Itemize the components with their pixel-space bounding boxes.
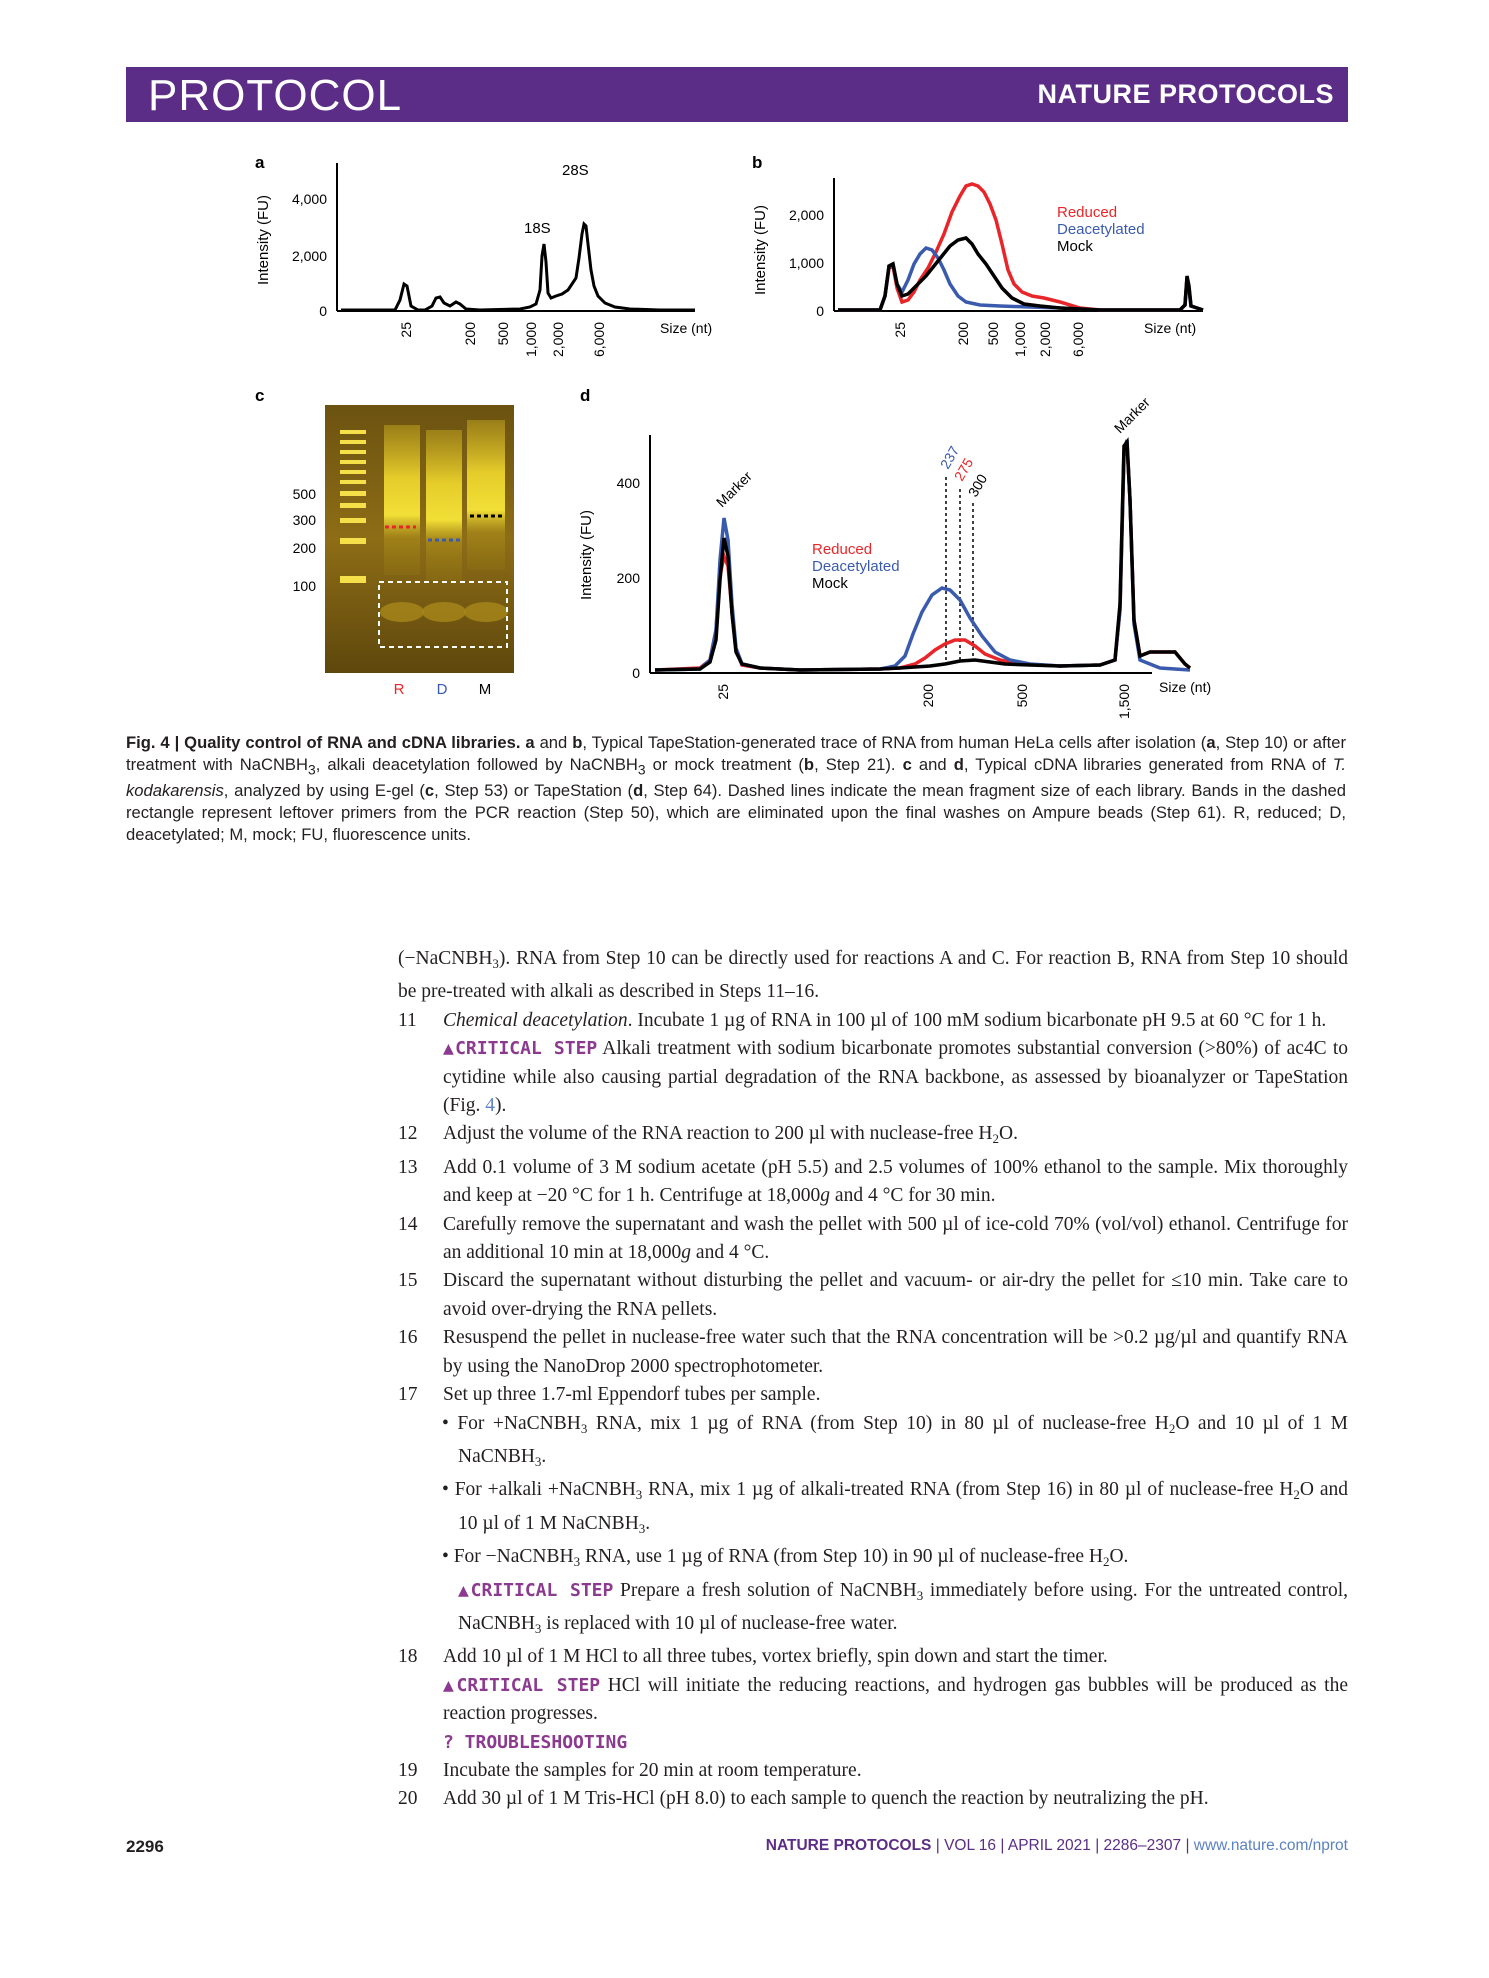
panel-a-letter: a <box>255 153 265 172</box>
section-label: PROTOCOL <box>148 71 403 120</box>
panel-a-xtick: 6,000 <box>591 322 607 358</box>
panel-b-xtick: 6,000 <box>1070 322 1086 358</box>
critical-step-11: ▲CRITICAL STEP Alkali treatment with sodium bicarbonate promotes substantial conversion (>80%) of ac4C to cytidine while also causing partial degradation of the RNA backbone, as assessed by bioanalyzer or TapeStation (Fig. 4). <box>443 1038 1348 1117</box>
panel-b-trace-reduced <box>838 184 1203 310</box>
journal-url-link[interactable]: www.nature.com/nprot <box>1193 1837 1348 1854</box>
bullet-3: • For −NaCNBH$_3$ RNA, use 1 µg of RNA (from Step 10) in 90 µl of nuclease-free $H_2O$. <box>442 1546 1129 1570</box>
caption-text: and <box>911 755 954 774</box>
legend-d-mock: Mock <box>812 575 848 592</box>
caption-ref-d: d <box>633 781 644 801</box>
lane-label-d: D <box>436 681 448 698</box>
caption-label: Fig. 4 | Quality control of RNA and cDNA libraries. <box>126 733 521 752</box>
ladder-300: 300 <box>292 512 316 528</box>
journal-name: NATURE PROTOCOLS <box>1037 79 1334 109</box>
bullet-2: • For +alkali +NaCNBH$_3$ RNA, mix 1 µg of alkali-treated RNA (from Step 16) in 80 µl of nuclease-free $H_2O$ and 10 µl of 1 M NaCNBH$_3$. <box>442 1479 1348 1536</box>
panel-d-xtick: 200 <box>920 684 936 708</box>
step-number: 11 <box>398 1009 417 1031</box>
marker-label-left: Marker <box>712 468 755 511</box>
panel-d-ytick: 0 <box>632 665 640 681</box>
panel-a <box>255 153 712 357</box>
page-number: 2296 <box>126 1837 164 1856</box>
step-number: 18 <box>398 1646 418 1668</box>
caption-text: , Step 10) or after treatment with NaCNBH <box>126 733 1346 774</box>
panel-d-ytick: 400 <box>616 475 640 491</box>
legend-reduced: Reduced <box>1057 204 1118 221</box>
ladder-500: 500 <box>292 486 316 502</box>
step-12: 12 Adjust the volume of the RNA reaction to 200 µl with nuclease-free $H_2O$. <box>398 1120 1348 1153</box>
ladder-100: 100 <box>292 578 316 594</box>
step-number: 13 <box>398 1156 418 1178</box>
panel-a-xtick: 200 <box>462 322 478 346</box>
gel-lane-r <box>384 425 420 575</box>
step-20: 20 Add 30 µl of 1 M Tris-HCl (pH 8.0) to each sample to quench the reaction by neutralizing the pH. <box>398 1785 1348 1813</box>
caption-ref-d: d <box>953 755 964 774</box>
step-19: 19 Incubate the samples for 20 min at room temperature. <box>398 1757 1348 1785</box>
caption-text: , Step 53) or TapeStation ( <box>434 781 634 801</box>
legend-mock: Mock <box>1057 238 1093 255</box>
step-14: 14 Carefully remove the supernatant and wash the pellet with 500 µl of ice-cold 70% (vol/vol) ethanol. Centrifuge for an additional 10 min at 18,000g and 4 °C. <box>398 1211 1348 1268</box>
legend-deacetylated: Deacetylated <box>1057 221 1145 238</box>
ladder-200: 200 <box>292 540 316 556</box>
marker-label-right: Marker <box>1110 394 1153 437</box>
panel-d-xtick: 1,500 <box>1116 684 1132 720</box>
protocol-body <box>398 945 1348 1814</box>
panel-d <box>578 386 1211 719</box>
lane-label-r: R <box>393 681 405 698</box>
panel-b <box>752 153 1203 357</box>
panel-b-ytick: 1,000 <box>788 255 824 271</box>
step-11: 11 Chemical deacetylation. Incubate 1 µg of RNA in 100 µl of 100 mM sodium bicarbonate pH 9.5 at 60 °C for 1 h. <box>398 1007 1348 1035</box>
caption-text: , Typical TapeStation-generated trace of RNA from human HeLa cells after isolation ( <box>582 733 1207 752</box>
caption-ref-a: a <box>1206 733 1216 752</box>
panel-b-xtick: 25 <box>892 322 908 338</box>
panel-a-ytick: 2,000 <box>291 248 327 264</box>
panel-d-letter: d <box>580 386 591 405</box>
caption-text: , Typical cDNA libraries generated from RNA of <box>963 755 1333 774</box>
critical-step-17: ▲CRITICAL STEP Prepare a fresh solution of NaCNBH$_3$ immediately before using. For the untreated control, NaCNBH$_3$ is replaced with 10 µl of nuclease-free water. <box>458 1579 1349 1636</box>
caption-ref-b: b <box>572 733 583 752</box>
step-number: 17 <box>398 1384 418 1406</box>
caption-ref-c: c <box>424 781 435 801</box>
panel-a-xtick: 25 <box>398 322 414 338</box>
panel-a-ytick: 0 <box>319 303 327 319</box>
subscript: 3 <box>637 761 646 778</box>
figure-4 <box>0 0 1489 730</box>
step-17: 17 Set up three 1.7-ml Eppendorf tubes per sample. <box>398 1381 1348 1409</box>
panel-a-xtick: 2,000 <box>550 322 566 358</box>
panel-d-xtick: 25 <box>715 684 731 700</box>
caption-species: T. kodakarensis <box>126 755 1347 801</box>
panel-b-ylabel: Intensity (FU) <box>752 204 769 295</box>
legend-d-deacetylated: Deacetylated <box>812 558 900 575</box>
step-13: 13 Add 0.1 volume of 3 M sodium acetate (pH 5.5) and 2.5 volumes of 100% ethanol to the sample. Mix thoroughly and keep at −20 °C for 1 h. Centrifuge at 18,000g and 4 °C for 30 min. <box>398 1154 1348 1211</box>
panel-b-xtick: 500 <box>985 322 1001 346</box>
legend-d-reduced: Reduced <box>812 541 873 558</box>
size-label-300: 300 <box>964 471 991 500</box>
panel-a-xtick: 1,000 <box>523 322 539 358</box>
footer-citation: NATURE PROTOCOLS | VOL 16 | APRIL 2021 | 2286–2307 | www.nature.com/nprot <box>765 1837 1348 1854</box>
step-18: 18 Add 10 µl of 1 M HCl to all three tubes, vortex briefly, spin down and start the timer. <box>398 1643 1348 1671</box>
caption-ref-c: c <box>902 755 912 774</box>
panel-c-letter: c <box>255 386 265 405</box>
figure-caption <box>126 732 1346 846</box>
panel-a-xlabel: Size (nt) <box>660 320 713 336</box>
caption-text: , alkali deacetylation followed by NaCNBH <box>315 755 638 774</box>
panel-b-xlabel: Size (nt) <box>1144 320 1197 336</box>
figure-link[interactable]: 4 <box>485 1095 496 1117</box>
panel-a-xtick: 500 <box>495 322 511 346</box>
caption-ref-a: a <box>525 733 535 752</box>
panel-b-xtick: 2,000 <box>1037 322 1053 358</box>
caption-text: or mock treatment ( <box>645 755 804 774</box>
troubleshooting-link[interactable]: ? TROUBLESHOOTING <box>443 1731 628 1753</box>
panel-b-ytick: 0 <box>816 303 824 319</box>
caption-text: , Step 64). Dashed lines indicate the mean fragment size of each library. Bands in the dashed rectangle represent leftover primers from the PCR reaction (Step 50), which are eliminated upon the final washes on Ampure beads (Step 61). R, reduced; D, deacetylated; M, mock; FU, fluorescence units. <box>126 781 1346 845</box>
bullet-1: • For +NaCNBH$_3$ RNA, mix 1 µg of RNA (from Step 10) in 80 µl of nuclease-free $H_2O$ and 10 µl of 1 M NaCNBH$_3$. <box>442 1412 1348 1469</box>
step-number: 14 <box>398 1213 418 1235</box>
peak-label-28s: 28S <box>562 162 589 179</box>
panel-c <box>255 386 514 698</box>
step-number: 16 <box>398 1327 418 1349</box>
step-15: 15 Discard the supernatant without disturbing the pellet and vacuum- or air-dry the pellet for ≤10 min. Take care to avoid over-drying the RNA pellets. <box>398 1267 1348 1324</box>
panel-b-xtick: 1,000 <box>1012 322 1028 358</box>
caption-ref-b: b <box>803 755 815 774</box>
step-number: 20 <box>398 1788 418 1810</box>
panel-a-ytick: 4,000 <box>291 191 327 207</box>
panel-a-trace <box>341 224 695 310</box>
step-16: 16 Resuspend the pellet in nuclease-free water such that the RNA concentration will be >0.2 µg/µl and quantify RNA by using the NanoDrop 2000 spectrophotometer. <box>398 1324 1348 1381</box>
step-number: 19 <box>398 1759 418 1781</box>
panel-d-ylabel: Intensity (FU) <box>578 509 595 600</box>
caption-text: and <box>534 733 573 752</box>
caption-text: , analyzed by using E-gel ( <box>223 781 425 801</box>
caption-text: , Step 21). <box>814 755 903 774</box>
panel-b-letter: b <box>752 153 763 172</box>
step-number: 15 <box>398 1270 418 1292</box>
intro-paragraph: (−NaCNBH$_3$). RNA from Step 10 can be directly used for reactions A and C. For reaction B, RNA from Step 10 should be pre-treated with alkali as described in Steps 11–16. <box>398 948 1348 1003</box>
size-label-237: 237 <box>936 443 963 472</box>
panel-a-ylabel: Intensity (FU) <box>255 194 272 285</box>
panel-d-xtick: 500 <box>1014 684 1030 708</box>
gel-lane-d <box>426 430 462 580</box>
lane-label-m: M <box>478 681 492 698</box>
peak-label-18s: 18S <box>524 220 551 237</box>
step-number: 12 <box>398 1123 418 1145</box>
gel-lane-m <box>467 420 505 570</box>
panel-d-xlabel: Size (nt) <box>1159 679 1212 695</box>
size-label-275: 275 <box>950 455 977 484</box>
panel-d-ytick: 200 <box>616 570 640 586</box>
panel-b-ytick: 2,000 <box>788 207 824 223</box>
critical-step-18: ▲CRITICAL STEP HCl will initiate the reducing reactions, and hydrogen gas bubbles will be produced as the reaction progresses. <box>443 1674 1348 1725</box>
subscript: 3 <box>307 761 316 778</box>
panel-b-xtick: 200 <box>955 322 971 346</box>
